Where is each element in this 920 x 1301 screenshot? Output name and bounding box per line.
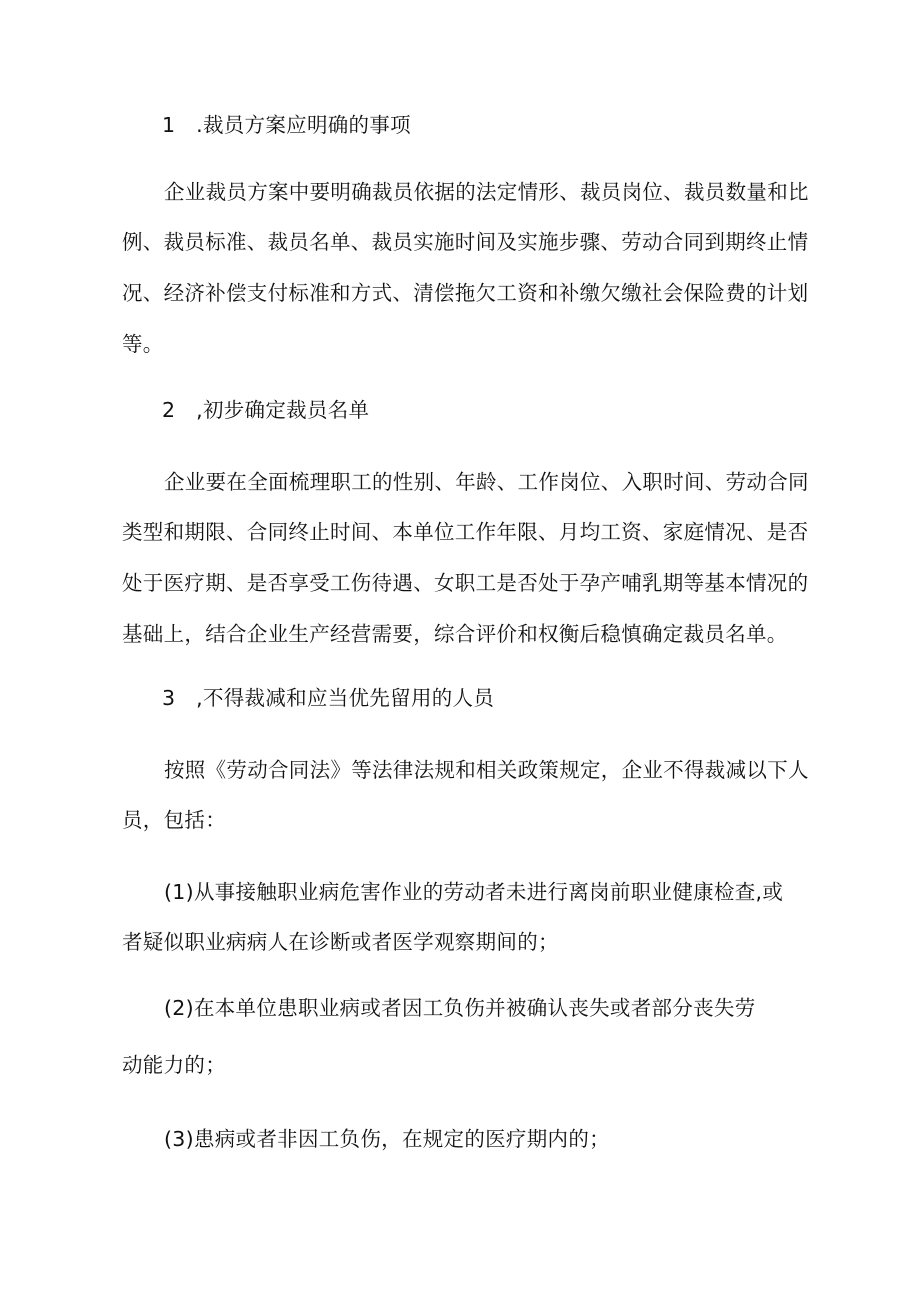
text-line: 者疑似职业病病人在诊断或者医学观察期间的； xyxy=(122,930,559,954)
text-line: 动能力的； xyxy=(122,1053,226,1077)
text-line: 3 ,不得裁减和应当优先留用的人员 xyxy=(162,686,495,710)
text-line: 企业裁员方案中要明确裁员依据的法定情形、裁员岗位、裁员数量和比 xyxy=(164,180,809,204)
text-line: 例、裁员标准、裁员名单、裁员实施时间及实施步骤、劳动合同到期终止情 xyxy=(122,230,809,254)
text-line: (1)从事接触职业病危害作业的劳动者未进行离岗前职业健康检查,或 xyxy=(164,880,784,904)
text-line: 基础上，结合企业生产经营需要，综合评价和权衡后稳慎确定裁员名单。 xyxy=(122,622,788,646)
text-line: 类型和期限、合同终止时间、本单位工作年限、月均工资、家庭情况、是否 xyxy=(122,520,809,544)
text-line: (3)患病或者非因工负伤，在规定的医疗期内的； xyxy=(164,1127,610,1151)
text-line: 处于医疗期、是否享受工伤待遇、女职工是否处于孕产哺乳期等基本情况的 xyxy=(122,571,809,595)
text-line: 1 .裁员方案应明确的事项 xyxy=(162,113,411,137)
text-line: (2)在本单位患职业病或者因工负伤并被确认丧失或者部分丧失劳 xyxy=(164,996,756,1020)
text-line: 况、经济补偿支付标准和方式、清偿拖欠工资和补缴欠缴社会保险费的计划 xyxy=(122,281,809,305)
text-line: 企业要在全面梳理职工的性别、年龄、工作岗位、入职时间、劳动合同 xyxy=(164,470,809,494)
text-line: 2 ,初步确定裁员名单 xyxy=(162,398,370,422)
text-line: 按照《劳动合同法》等法律法规和相关政策规定，企业不得裁减以下人 xyxy=(164,758,809,782)
text-line: 员，包括： xyxy=(122,808,226,832)
text-line: 等。 xyxy=(122,332,164,356)
